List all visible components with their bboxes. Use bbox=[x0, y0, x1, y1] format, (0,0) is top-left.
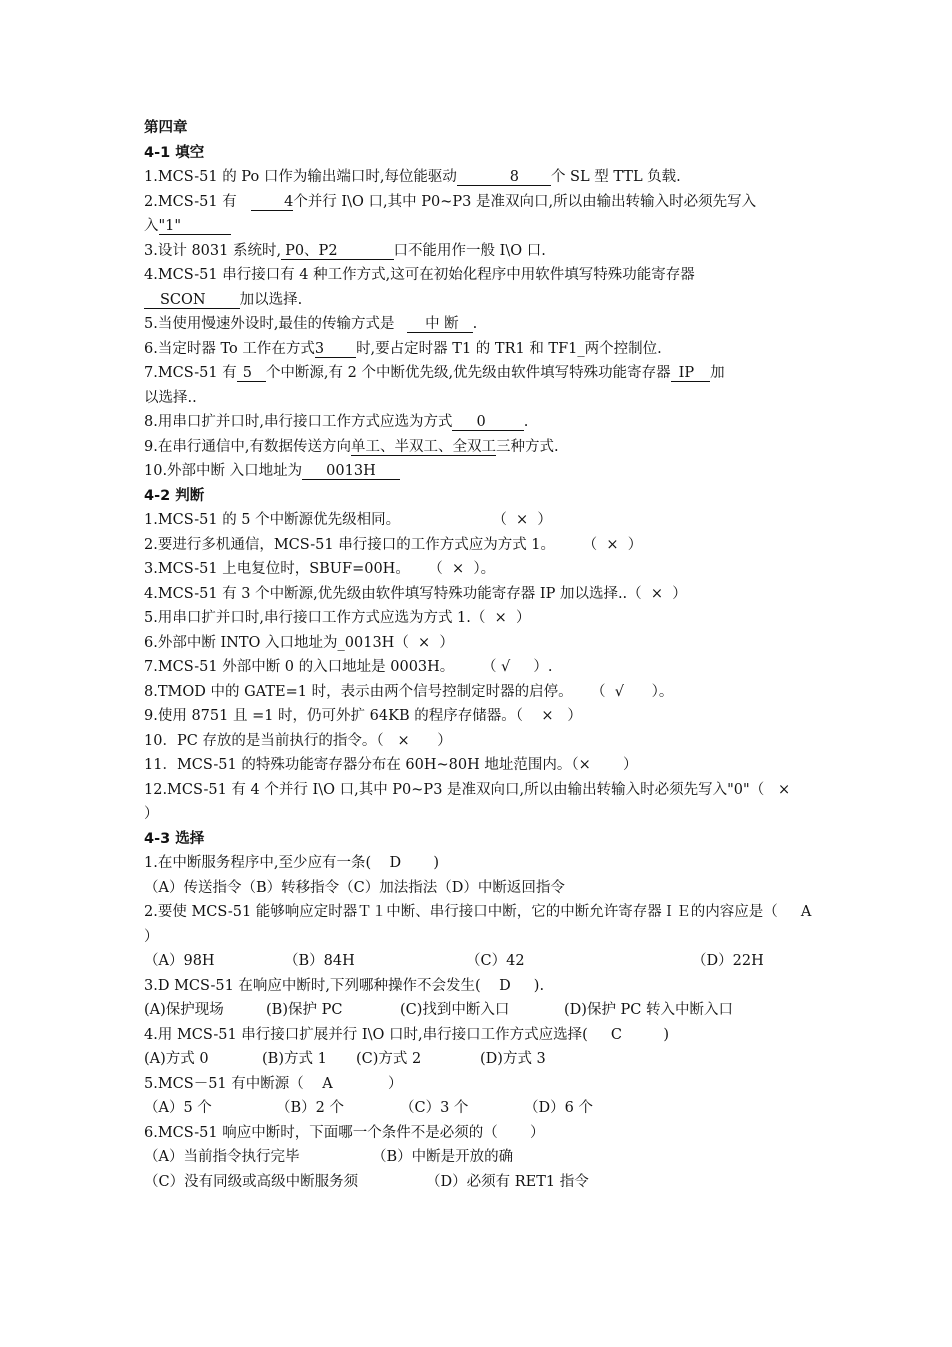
option: （D）6 个 bbox=[524, 1100, 593, 1116]
chapter-title: 第四章 bbox=[144, 120, 188, 136]
fill-q3: 3.设计 8031 系统时, P0、P2 口不能用作一般 I\O 口. bbox=[144, 242, 546, 259]
option: （B）中断是开放的确 bbox=[372, 1149, 514, 1165]
fill-q9: 9.在串行通信中,有数据传送方向单工、半双工、全双工三种方式. bbox=[144, 438, 559, 455]
choice-q6-options-a bbox=[144, 1145, 814, 1170]
section-choice-title: 4-3 选择 bbox=[144, 830, 205, 847]
option: （A）当前指令执行完毕 bbox=[144, 1149, 300, 1165]
judge-item: 5.用串口扩并口时,串行接口工作方式应选为方式 1.（ × ） bbox=[144, 610, 531, 626]
judge-item: 10．PC 存放的是当前执行的指令。（ × ） bbox=[144, 732, 452, 749]
judge-item: 8.TMOD 中的 GATE=1 时，表示由两个信号控制定时器的启停。 （ √ ）。 bbox=[144, 683, 674, 700]
fill-q1: 1.MCS-51 的 Po 口作为输出端口时,每位能驱动 8 个 SL 型 TTL 负载. bbox=[144, 169, 681, 185]
fill-q7-cont: 以选择.. bbox=[144, 389, 197, 406]
option: （B）2 个 bbox=[276, 1100, 344, 1116]
option: （C）3 个 bbox=[400, 1100, 469, 1116]
judge-item: 9.使用 8751 且 =1 时，仍可外扩 64KB 的程序存储器。（ × ） bbox=[144, 708, 582, 724]
option: (C)找到中断入口 bbox=[400, 1002, 510, 1018]
choice-q6-options-b bbox=[144, 1170, 814, 1195]
fill-q7: 7.MCS-51 有 5 个中断源,有 2 个中断优先级,优先级由软件填写特殊功能寄存器 IP 加 bbox=[144, 365, 725, 381]
choice-q2-options bbox=[144, 949, 814, 974]
judge-item: 11．MCS-51 的特殊功能寄存器分布在 60H~80H 地址范围内。（× ） bbox=[144, 757, 638, 773]
fill-q4: 4.MCS-51 串行接口有 4 种工作方式,这可在初始化程序中用软件填写特殊功能寄存器 bbox=[144, 267, 695, 283]
option: （C）没有同级或高级中断服务须 bbox=[144, 1173, 359, 1190]
option: (B)保护 PC bbox=[266, 1002, 343, 1018]
fill-q8: 8.用串口扩并口时,串行接口工作方式应选为方式 0 . bbox=[144, 414, 529, 430]
judge-item: 4.MCS-51 有 3 个中断源,优先级由软件填写特殊功能寄存器 IP 加以选择..（ × ） bbox=[144, 585, 687, 602]
option: (A)方式 0 bbox=[144, 1051, 209, 1067]
option: (B)方式 1 bbox=[262, 1051, 327, 1067]
choice-q1-options: （A）传送指令（B）转移指令（C）加法指法（D）中断返回指令 bbox=[144, 879, 565, 896]
option: （A）98H bbox=[144, 953, 215, 969]
option: （D）22H bbox=[692, 953, 764, 969]
judge-item: 3.MCS-51 上电复位时，SBUF=00H。 （ × ）。 bbox=[144, 561, 496, 577]
judge-item: 1.MCS-51 的 5 个中断源优先级相同。 （ × ） bbox=[144, 512, 552, 528]
choice-q2: 2.要使 MCS-51 能够响应定时器Ｔ１中断、串行接口中断，它的中断允许寄存器ＩＥ的内容应是（ A ） bbox=[144, 904, 844, 945]
option: (D)保护 PC 转入中断入口 bbox=[564, 1002, 734, 1018]
fill-q5: 5.当使用慢速外设时,最佳的传输方式是 中 断 . bbox=[144, 316, 478, 332]
section-judge-title: 4-2 判断 bbox=[144, 487, 205, 504]
choice-q3-options bbox=[144, 998, 814, 1023]
option: （A）5 个 bbox=[144, 1100, 212, 1116]
choice-q3: 3.D MCS-51 在响应中断时,下列哪种操作不会发生( D ). bbox=[144, 977, 545, 994]
option: （C）42 bbox=[466, 953, 525, 969]
option: (C)方式 2 bbox=[356, 1051, 422, 1067]
fill-q6: 6.当定时器 To 工作在方式3 时,要占定时器 T1 的 TR1 和 TF1_两个控制位. bbox=[144, 340, 662, 357]
choice-q1: 1.在中断服务程序中,至少应有一条( D ) bbox=[144, 855, 440, 871]
document-page bbox=[144, 116, 844, 1194]
choice-q5: 5.MCS－51 有中断源（ A ） bbox=[144, 1075, 403, 1092]
choice-q4: 4.用 MCS-51 串行接口扩展并行 I\O 口时,串行接口工作方式应选择( C ) bbox=[144, 1026, 670, 1043]
option: (D)方式 3 bbox=[480, 1051, 546, 1067]
judge-item: 7.MCS-51 外部中断 0 的入口地址是 0003H。 （ √ ）. bbox=[144, 659, 553, 675]
choice-q6: 6.MCS-51 响应中断时，下面哪一个条件不是必须的（ ） bbox=[144, 1124, 545, 1141]
option: （B）84H bbox=[284, 953, 355, 969]
fill-q2: 2.MCS-51 有 4个并行 I\O 口,其中 P0~P3 是准双向口,所以由输出转输入时必须先写入 bbox=[144, 193, 757, 210]
judge-item: 6.外部中断 INTO 入口地址为_0013H（ × ） bbox=[144, 634, 454, 651]
choice-q5-options bbox=[144, 1096, 814, 1121]
option: （D）必须有 RET1 指令 bbox=[426, 1173, 589, 1190]
fill-q10: 10.外部中断 入口地址为 0013H bbox=[144, 459, 814, 484]
judge-item-12: 12.MCS-51 有 4 个并行 I\O 口,其中 P0~P3 是准双向口,所以由输出转输入时必须先写入"0"（ × ） bbox=[144, 781, 814, 822]
section-fill-title: 4-1 填空 bbox=[144, 144, 205, 161]
judge-item: 2.要进行多机通信，MCS-51 串行接口的工作方式应为方式 1。 （ × ） bbox=[144, 536, 643, 553]
fill-q4-cont: SCON 加以选择. bbox=[144, 288, 814, 313]
choice-q4-options bbox=[144, 1047, 814, 1072]
fill-q2-cont: 入"1" bbox=[144, 214, 814, 239]
option: (A)保护现场 bbox=[144, 1002, 224, 1018]
